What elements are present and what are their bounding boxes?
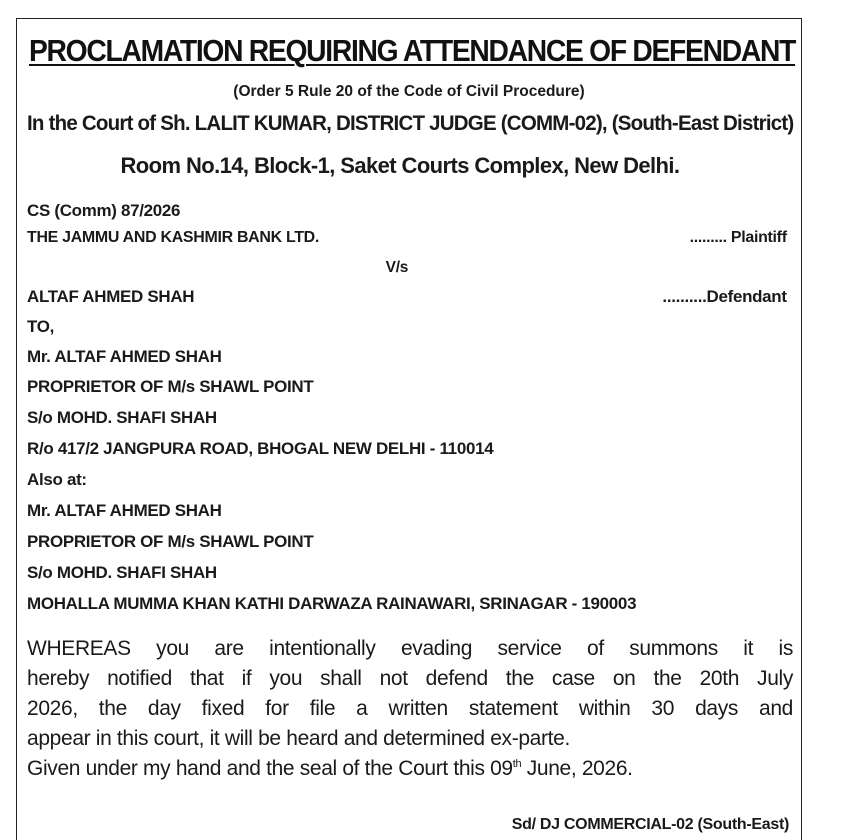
body-line-3: 2026, the day fixed for file a written statement within 30 days and [27, 697, 793, 720]
defendant-row [27, 287, 787, 307]
body-line-2: hereby notified that if you shall not defend the case on the 20th July [27, 667, 793, 690]
signature: Sd/ DJ COMMERCIAL-02 (South-East) [511, 816, 789, 833]
plaintiff-role: ......... Plaintiff [689, 229, 787, 246]
address2-residence: MOHALLA MUMMA KHAN KATHI DARWAZA RAINAWARI, SRINAGAR - 190003 [27, 594, 637, 613]
address1-residence: R/o 417/2 JANGPURA ROAD, BHOGAL NEW DELHI - 110014 [27, 439, 494, 458]
notice-title: PROCLAMATION REQUIRING ATTENDANCE OF DEFENDANT [29, 33, 796, 68]
court-name: In the Court of Sh. LALIT KUMAR, DISTRICT JUDGE (COMM-02), (South-East District) [27, 112, 794, 135]
body-line-4: appear in this court, it will be heard and determined ex-parte. [27, 727, 570, 750]
address2-designation: PROPRIETOR OF M/s SHAWL POINT [27, 532, 314, 551]
given-prefix: Given under my hand and the seal of the Court this 09 [27, 757, 513, 780]
given-suffix: June, 2026. [521, 757, 633, 780]
versus-label: V/s [385, 259, 409, 276]
plaintiff-name: THE JAMMU AND KASHMIR BANK LTD. [27, 229, 320, 246]
also-at-label: Also at: [27, 470, 87, 489]
plaintiff-row [27, 229, 787, 247]
defendant-name: ALTAF AHMED SHAH [27, 287, 195, 306]
notice-subtitle: (Order 5 Rule 20 of the Code of Civil Procedure) [233, 83, 585, 100]
court-room: Room No.14, Block-1, Saket Courts Complex, New Delhi. [120, 153, 680, 178]
address1-designation: PROPRIETOR OF M/s SHAWL POINT [27, 377, 314, 396]
notice-body [27, 634, 793, 784]
to-label: TO, [27, 317, 55, 336]
address1-name: Mr. ALTAF AHMED SHAH [27, 347, 222, 366]
address2-name: Mr. ALTAF AHMED SHAH [27, 501, 222, 520]
given-line [27, 754, 793, 784]
address2-parent: S/o MOHD. SHAFI SHAH [27, 563, 217, 582]
body-line-1: WHEREAS you are intentionally evading service of summons it is [27, 637, 793, 660]
given-ordinal: th [512, 758, 522, 770]
case-number: CS (Comm) 87/2026 [27, 201, 181, 220]
address1-parent: S/o MOHD. SHAFI SHAH [27, 408, 217, 427]
defendant-role: ..........Defendant [662, 287, 787, 306]
proclamation-notice [16, 18, 802, 840]
